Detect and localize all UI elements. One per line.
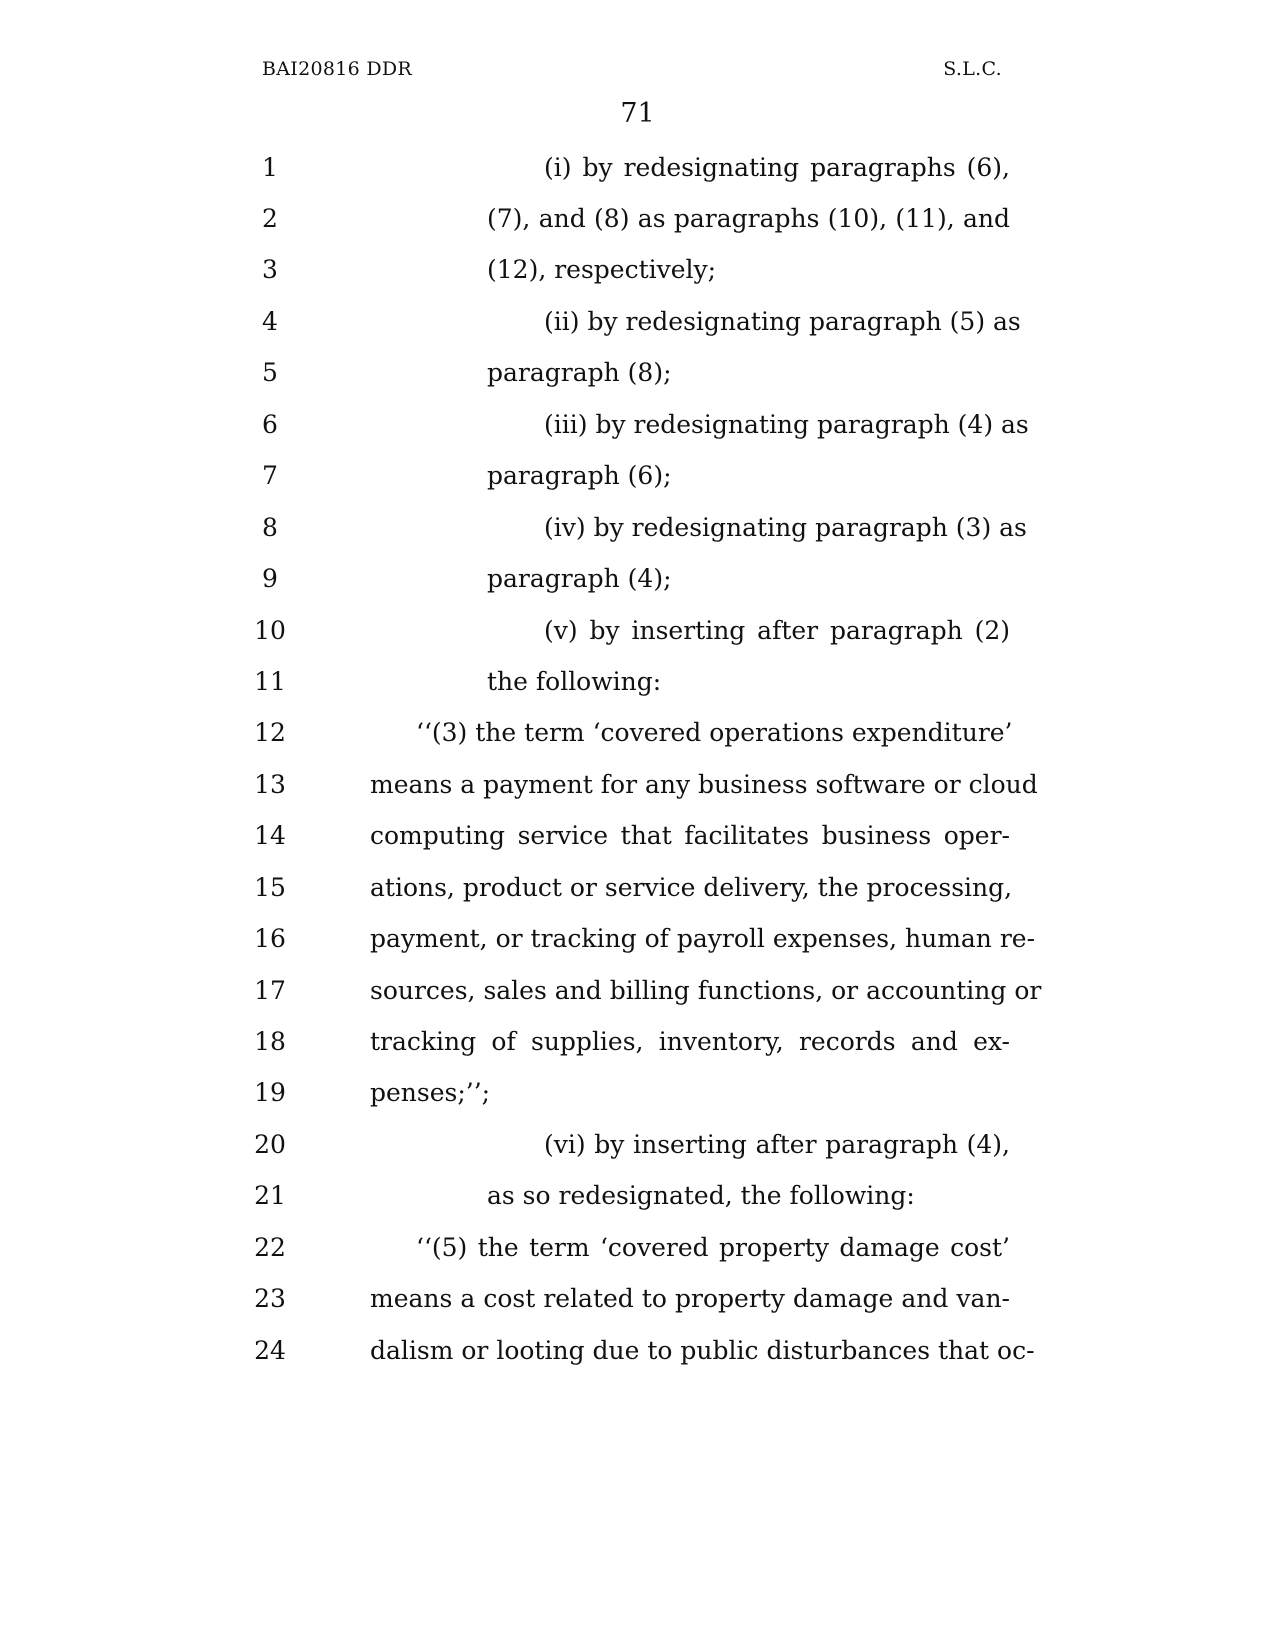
line-number: 24 <box>254 1336 286 1365</box>
line-text: paragraph (8); <box>487 358 672 387</box>
line-number: 7 <box>262 461 278 490</box>
line-number: 1 <box>262 153 278 182</box>
line-text: (iv) by redesignating paragraph (3) as <box>544 513 1027 542</box>
line-number: 16 <box>254 924 286 953</box>
line-number: 19 <box>254 1078 286 1107</box>
line-text: as so redesignated, the following: <box>487 1181 915 1210</box>
line-number: 18 <box>254 1027 286 1056</box>
line-text: (iii) by redesignating paragraph (4) as <box>544 410 1029 439</box>
line-text: ‘‘(3) the term ‘covered operations expenditure’ <box>416 718 1013 747</box>
document-id: BAI20816 DDR <box>262 58 413 80</box>
line-text: tracking of supplies, inventory, records and ex- <box>370 1027 1010 1056</box>
line-number: 21 <box>254 1181 286 1210</box>
line-text: sources, sales and billing functions, or accounting or <box>370 976 1042 1005</box>
page-number: 71 <box>620 98 655 129</box>
line-number: 13 <box>254 770 286 799</box>
line-text: means a cost related to property damage and van- <box>370 1284 1010 1313</box>
line-text: means a payment for any business software or cloud <box>370 770 1038 799</box>
line-text: penses;’’; <box>370 1078 491 1107</box>
line-text: paragraph (4); <box>487 564 672 593</box>
line-text: ‘‘(5) the term ‘covered property damage cost’ <box>416 1233 1010 1262</box>
line-number: 11 <box>254 667 286 696</box>
line-text: (vi) by inserting after paragraph (4), <box>544 1130 1010 1159</box>
line-number: 23 <box>254 1284 286 1313</box>
line-text: paragraph (6); <box>487 461 672 490</box>
line-text: the following: <box>487 667 662 696</box>
line-number: 6 <box>262 410 278 439</box>
line-text: computing service that facilitates business oper- <box>370 821 1010 850</box>
line-number: 14 <box>254 821 286 850</box>
line-number: 8 <box>262 513 278 542</box>
line-text: ations, product or service delivery, the processing, <box>370 873 1013 902</box>
line-text: (ii) by redesignating paragraph (5) as <box>544 307 1021 336</box>
line-number: 5 <box>262 358 278 387</box>
line-number: 17 <box>254 976 286 1005</box>
line-number: 20 <box>254 1130 286 1159</box>
line-number: 3 <box>262 255 278 284</box>
line-number: 4 <box>262 307 278 336</box>
line-text: (7), and (8) as paragraphs (10), (11), and <box>487 204 1010 233</box>
line-number: 10 <box>254 616 286 645</box>
line-text: payment, or tracking of payroll expenses, human re- <box>370 924 1036 953</box>
line-number: 22 <box>254 1233 286 1262</box>
line-text: (12), respectively; <box>487 255 717 284</box>
line-number: 15 <box>254 873 286 902</box>
line-number: 2 <box>262 204 278 233</box>
line-text: dalism or looting due to public disturbances that oc- <box>370 1336 1035 1365</box>
line-number: 9 <box>262 564 278 593</box>
line-text: (i) by redesignating paragraphs (6), <box>544 153 1010 182</box>
line-text: (v) by inserting after paragraph (2) <box>544 616 1010 645</box>
line-number: 12 <box>254 718 286 747</box>
slc-label: S.L.C. <box>943 58 1002 80</box>
